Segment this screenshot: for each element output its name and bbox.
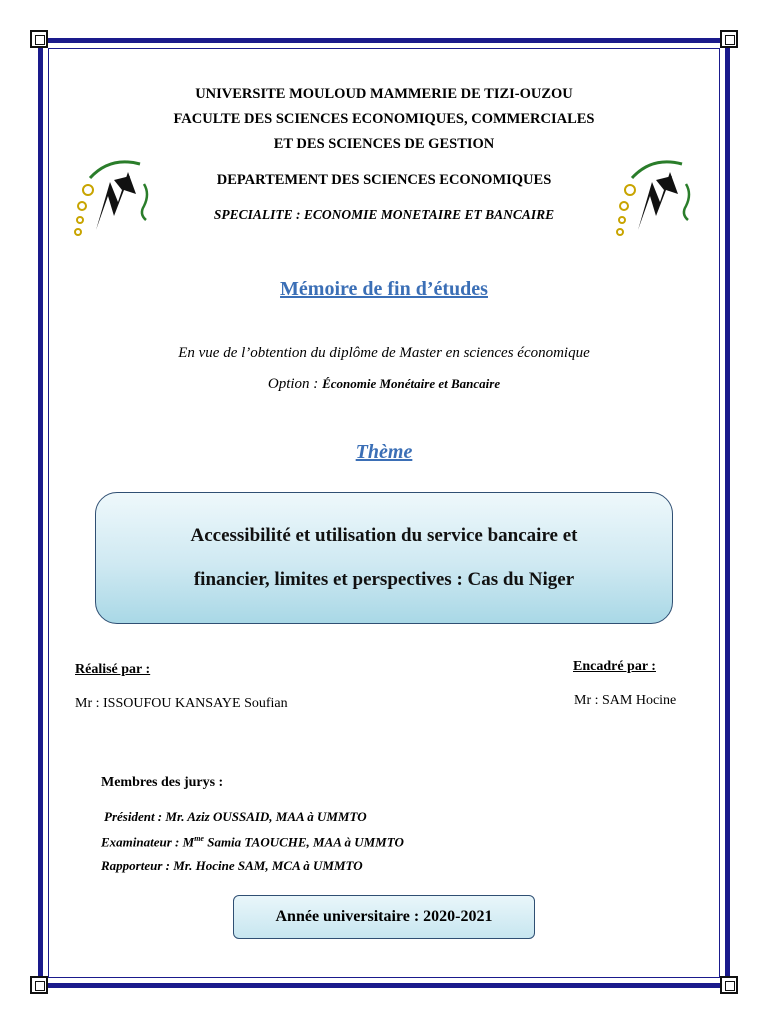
academic-year: Année universitaire : 2020-2021	[275, 908, 493, 925]
encadre-par-label: Encadré par :	[573, 659, 656, 674]
theme-label: Thème	[355, 441, 413, 463]
jury-examinateur-rest: Samia TAOUCHE, MAA à UMMTO	[203, 834, 404, 850]
theme-title	[124, 514, 644, 602]
jury-examinateur-prefix: Examinateur : M	[101, 834, 195, 850]
university-name: UNIVERSITE MOULOUD MAMMERIE DE TIZI-OUZOU	[195, 86, 573, 102]
university-logo-right-icon	[612, 150, 702, 240]
option-value: Économie Monétaire et Bancaire	[322, 376, 501, 391]
jury-president: Président : Mr. Aziz OUSSAID, MAA à UMMTO	[104, 809, 367, 824]
diploma-purpose: En vue de l’obtention du diplôme de Master en sciences économique	[178, 345, 590, 361]
supervisor-name: Mr : SAM Hocine	[574, 693, 677, 708]
realise-par-label: Réalisé par :	[75, 662, 151, 677]
jury-examinateur	[101, 834, 404, 850]
specialty: SPECIALITE : ECONOMIE MONETAIRE ET BANCAIRE	[213, 207, 555, 222]
corner-ornament-bottom-left	[30, 976, 48, 994]
university-logo-left-icon	[70, 150, 160, 240]
theme-title-line2: financier, limites et perspectives : Cas du Niger	[193, 569, 575, 590]
option-label: Option :	[267, 376, 323, 392]
theme-title-line1: Accessibilité et utilisation du service bancaire et	[190, 525, 578, 546]
corner-ornament-top-left	[30, 30, 48, 48]
theme-box	[95, 492, 673, 624]
jury-examinateur-sup: me	[194, 834, 204, 843]
faculty-name-line2: ET DES SCIENCES DE GESTION	[273, 136, 495, 152]
department-name: DEPARTEMENT DES SCIENCES ECONOMIQUES	[216, 172, 552, 188]
academic-year-box	[233, 895, 535, 939]
student-name: Mr : ISSOUFOU KANSAYE Soufian	[75, 696, 288, 711]
jury-rapporteur: Rapporteur : Mr. Hocine SAM, MCA à UMMTO	[101, 858, 363, 873]
faculty-name-line1: FACULTE DES SCIENCES ECONOMIQUES, COMMERCIALES	[173, 111, 595, 127]
option-line	[0, 376, 768, 393]
corner-ornament-top-right	[720, 30, 738, 48]
jury-heading: Membres des jurys :	[101, 775, 224, 790]
corner-ornament-bottom-right	[720, 976, 738, 994]
memoire-title: Mémoire de fin d’études	[280, 278, 488, 300]
